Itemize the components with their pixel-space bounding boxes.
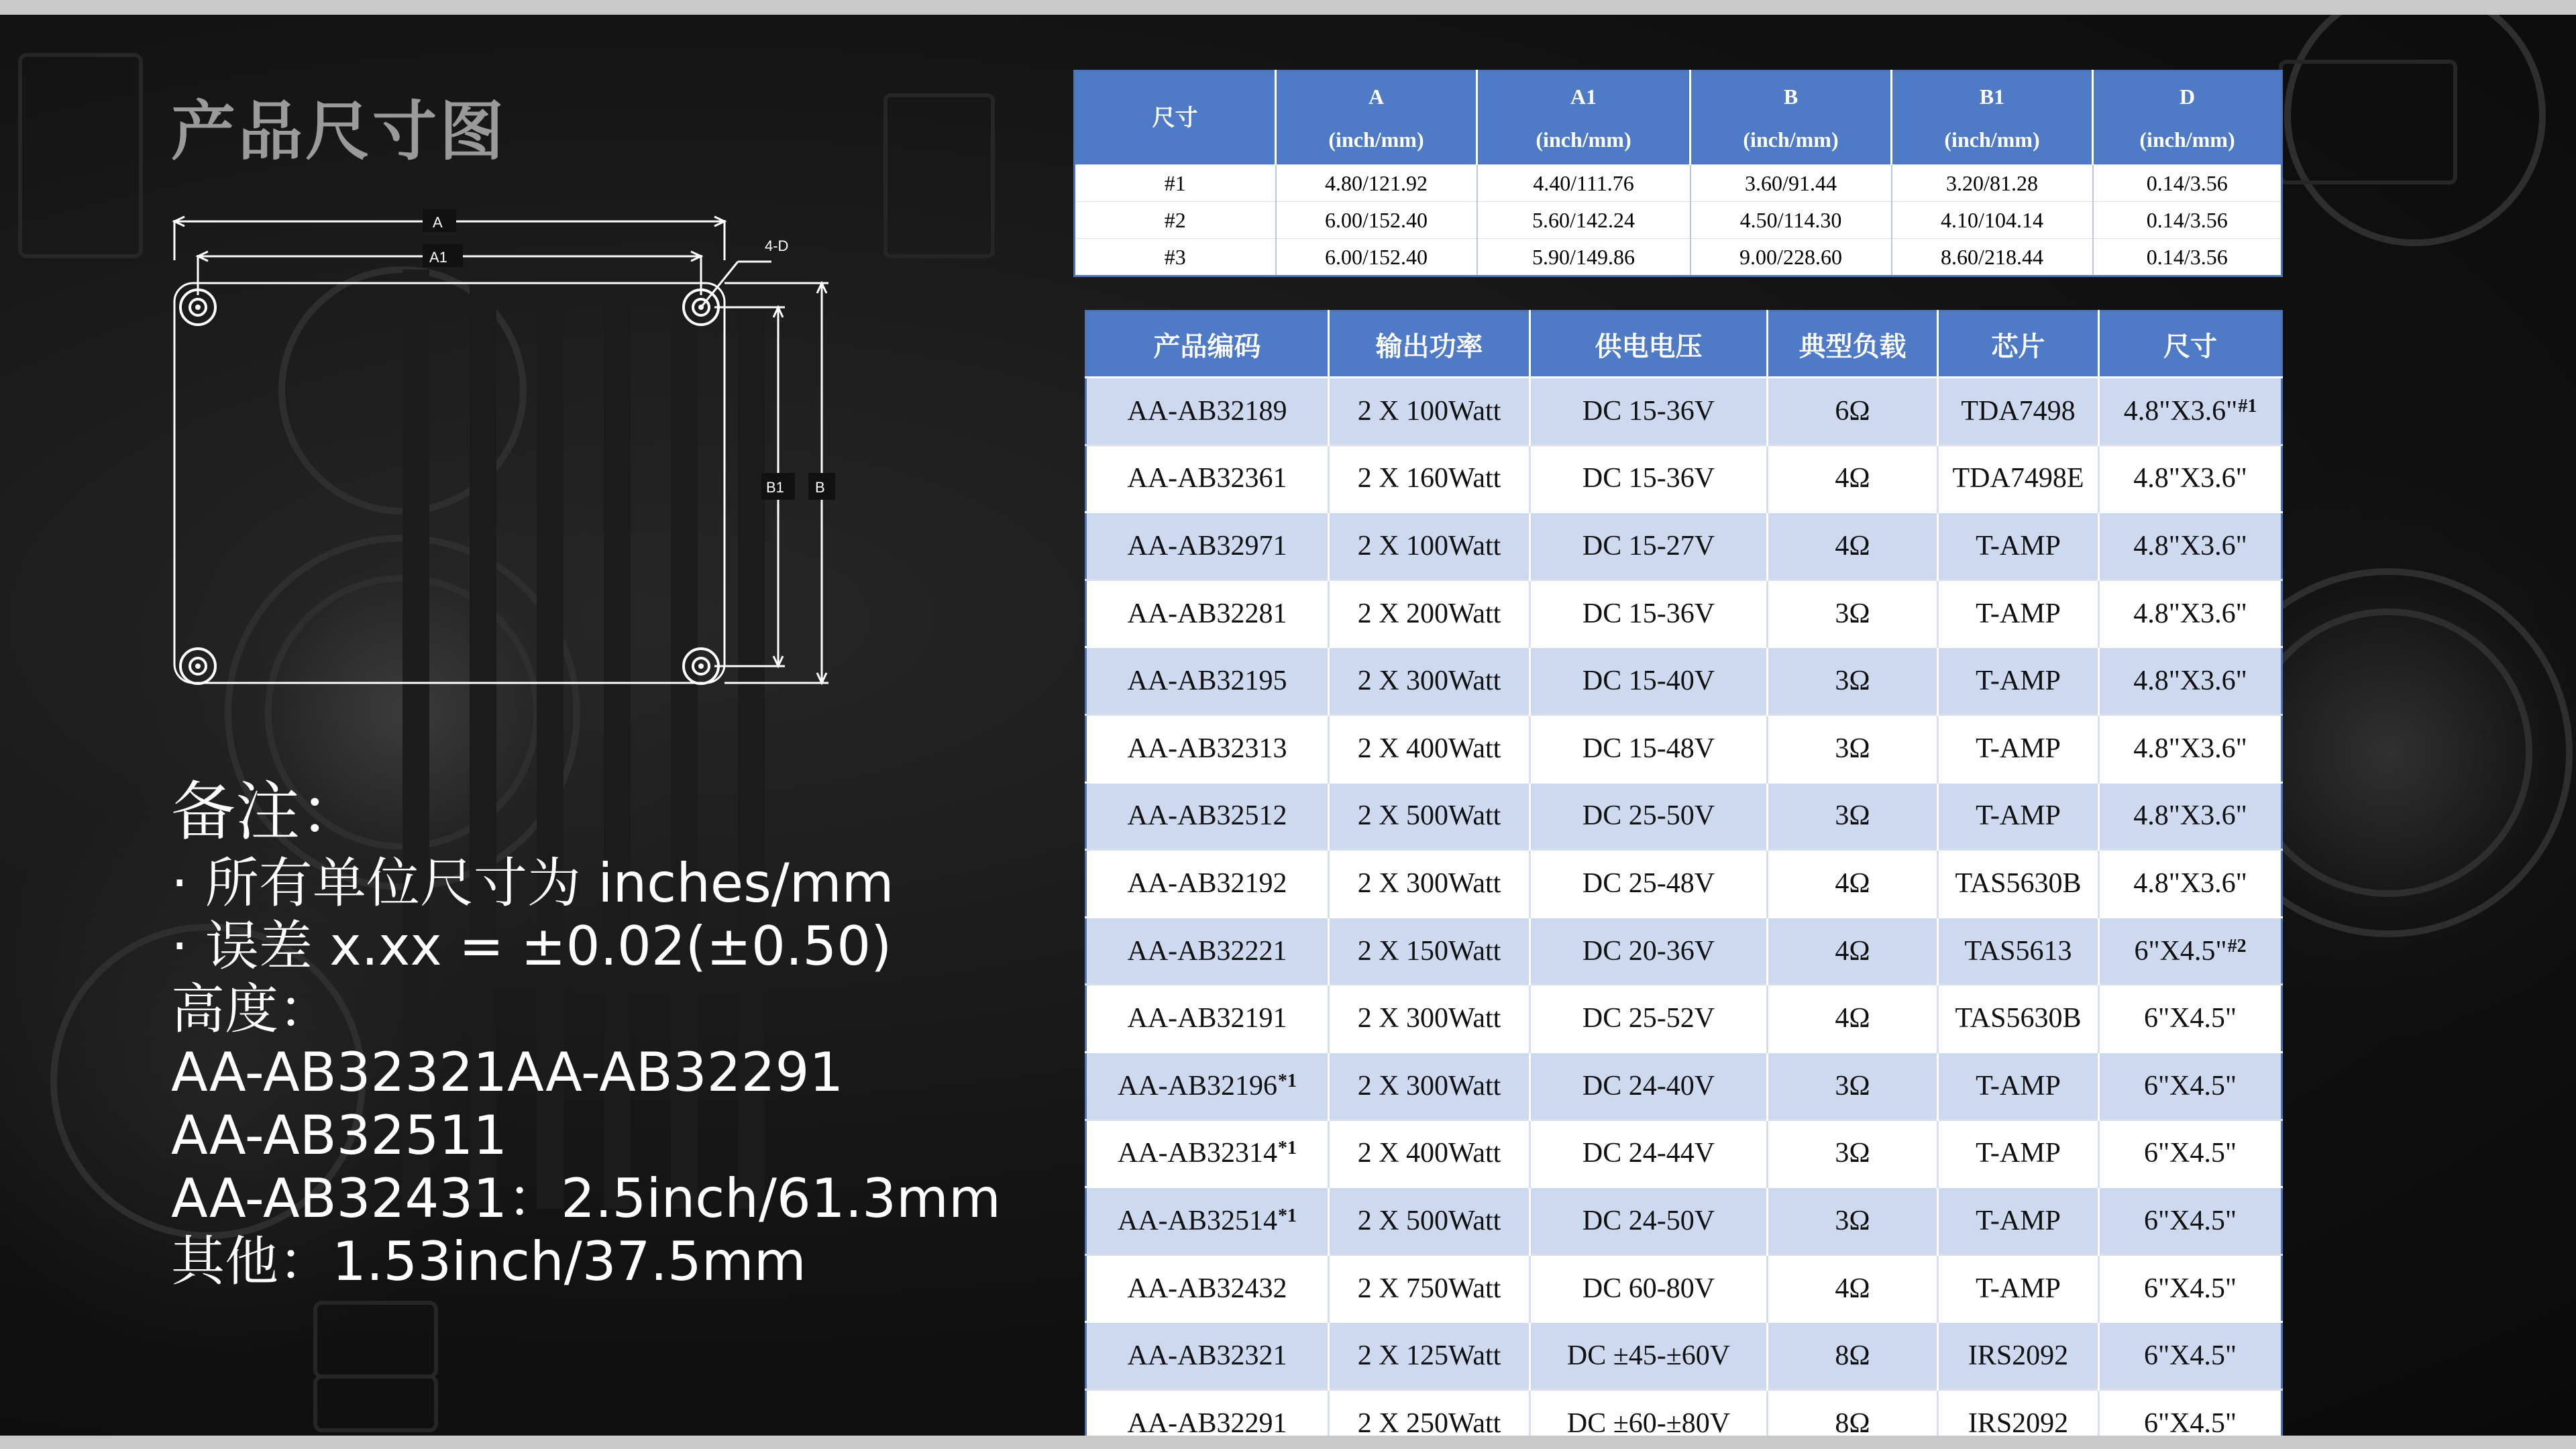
cell-typical-load — [1768, 850, 1938, 918]
note-units: · 所有单位尺寸为 inches/mm — [171, 852, 894, 914]
cell-output-power-text: 2 X 300Watt — [1357, 665, 1501, 697]
spec-cell: 4.40/111.76 — [1477, 165, 1690, 202]
spec-col-name: D — [2179, 85, 2196, 109]
cell-typical-load-text: 3Ω — [1835, 800, 1870, 832]
spec-row-label: #3 — [1075, 239, 1276, 276]
header-chip: 芯片 — [1938, 311, 2099, 378]
cell-output-power-text: 2 X 160Watt — [1357, 463, 1501, 494]
notes-title: 备注： — [171, 774, 364, 849]
cell-supply-voltage-text: DC 15-40V — [1582, 665, 1715, 697]
cell-typical-load-text: 8Ω — [1835, 1340, 1870, 1372]
note-height-models-1: AA-AB32321AA-AB32291 — [171, 1041, 844, 1104]
dim-label-b1: B1 — [766, 479, 784, 496]
cell-chip-text: T-AMP — [1976, 1205, 2061, 1236]
cell-chip — [1938, 985, 2099, 1053]
cell-typical-load-text: 4Ω — [1835, 935, 1870, 967]
cell-supply-voltage-text: DC ±60-±80V — [1566, 1407, 1731, 1436]
cell-size-text: 6"X4.5" — [2134, 935, 2227, 967]
cell-typical-load-text: 4Ω — [1835, 1003, 1870, 1034]
spec-col-unit: (inch/mm) — [1944, 127, 2040, 152]
cell-chip — [1938, 1120, 2099, 1187]
dim-label-hole: 4-D — [765, 237, 789, 254]
cell-product-code — [1086, 917, 1329, 985]
cell-typical-load — [1768, 445, 1938, 513]
spec-row-label: #2 — [1075, 202, 1276, 239]
cell-supply-voltage-text: DC ±45-±60V — [1566, 1340, 1731, 1372]
cell-typical-load — [1768, 1322, 1938, 1390]
cell-output-power — [1329, 647, 1530, 715]
header-typical-load: 典型负载 — [1768, 311, 1938, 378]
cell-output-power-text: 2 X 100Watt — [1357, 395, 1501, 427]
cell-size-text: 4.8"X3.6" — [2133, 665, 2247, 697]
cell-typical-load-text: 8Ω — [1835, 1407, 1870, 1436]
cell-output-power-text: 2 X 250Watt — [1357, 1407, 1501, 1436]
cell-product-code — [1086, 1322, 1329, 1390]
cell-chip — [1938, 1187, 2099, 1255]
cell-size-text: 6"X4.5" — [2143, 1205, 2237, 1236]
table-row — [1086, 1052, 2282, 1120]
spec-header-row — [1075, 71, 2282, 165]
cell-size — [2099, 1389, 2282, 1436]
cell-chip-text: IRS2092 — [1968, 1407, 2069, 1436]
cell-output-power — [1329, 1254, 1530, 1322]
cell-product-code-text: AA-AB32191 — [1127, 1003, 1287, 1034]
slide-background — [0, 15, 2576, 1436]
cell-supply-voltage — [1530, 782, 1768, 850]
footnote-mark: #1 — [2238, 395, 2257, 417]
cell-product-code — [1086, 985, 1329, 1053]
cell-size-text: 6"X4.5" — [2143, 1407, 2237, 1436]
note-tolerance: · 误差 x.xx = ±0.02(±0.50) — [171, 915, 892, 977]
cell-supply-voltage-text: DC 24-40V — [1582, 1070, 1715, 1102]
cell-typical-load-text: 3Ω — [1835, 598, 1870, 629]
cell-typical-load-text: 4Ω — [1835, 1273, 1870, 1304]
cell-product-code-text: AA-AB32314 — [1118, 1138, 1277, 1169]
cell-output-power — [1329, 1052, 1530, 1120]
cell-supply-voltage — [1530, 1120, 1768, 1187]
cell-product-code — [1086, 513, 1329, 580]
spec-col-a — [1276, 71, 1477, 165]
cell-output-power — [1329, 445, 1530, 513]
table-row — [1086, 850, 2282, 918]
cell-size-text: 4.8"X3.6" — [2133, 800, 2247, 832]
cell-chip — [1938, 1254, 2099, 1322]
cell-chip-text: T-AMP — [1976, 665, 2061, 697]
cell-output-power-text: 2 X 400Watt — [1357, 733, 1501, 764]
cell-product-code-text: AA-AB32432 — [1127, 1273, 1287, 1304]
cell-output-power — [1329, 580, 1530, 647]
cell-chip — [1938, 513, 2099, 580]
spec-row-label: #1 — [1075, 165, 1276, 202]
table-row — [1086, 1254, 2282, 1322]
cell-typical-load-text: 4Ω — [1835, 463, 1870, 494]
cell-product-code-text: AA-AB32189 — [1127, 395, 1287, 427]
table-row — [1086, 647, 2282, 715]
cell-output-power — [1329, 714, 1530, 782]
cell-size — [2099, 850, 2282, 918]
spec-cell: 9.00/228.60 — [1690, 239, 1892, 276]
cell-chip-text: T-AMP — [1976, 800, 2061, 832]
cell-size — [2099, 1254, 2282, 1322]
cell-product-code — [1086, 1389, 1329, 1436]
cell-output-power-text: 2 X 200Watt — [1357, 598, 1501, 629]
cell-size — [2099, 647, 2282, 715]
cell-typical-load-text: 3Ω — [1835, 1070, 1870, 1102]
spec-row — [1075, 165, 2282, 202]
table-row — [1086, 1187, 2282, 1255]
spec-col-name: B1 — [1979, 85, 2005, 109]
cell-chip-text: IRS2092 — [1968, 1340, 2069, 1372]
cell-supply-voltage — [1530, 1187, 1768, 1255]
spec-cell: 4.50/114.30 — [1690, 202, 1892, 239]
cell-chip — [1938, 1052, 2099, 1120]
cell-output-power-text: 2 X 750Watt — [1357, 1273, 1501, 1304]
note-height-models-2: AA-AB32511 — [171, 1104, 508, 1167]
cell-supply-voltage — [1530, 1254, 1768, 1322]
cell-typical-load — [1768, 647, 1938, 715]
cell-supply-voltage-text: DC 15-36V — [1582, 463, 1715, 494]
cell-product-code-text: AA-AB32321 — [1127, 1340, 1287, 1372]
cell-typical-load — [1768, 1120, 1938, 1187]
cell-typical-load — [1768, 917, 1938, 985]
dimension-drawing — [164, 195, 849, 704]
cell-supply-voltage — [1530, 1052, 1768, 1120]
spec-cell: 0.14/3.56 — [2093, 202, 2282, 239]
cell-product-code-text: AA-AB32514 — [1118, 1205, 1277, 1236]
spec-cell: 0.14/3.56 — [2093, 239, 2282, 276]
cell-output-power-text: 2 X 150Watt — [1357, 935, 1501, 967]
cell-typical-load-text: 4Ω — [1835, 530, 1870, 561]
cell-size-text: 4.8"X3.6" — [2133, 463, 2247, 494]
footnote-mark: *1 — [1278, 1205, 1297, 1226]
cell-chip — [1938, 714, 2099, 782]
cell-output-power — [1329, 378, 1530, 445]
cell-chip — [1938, 850, 2099, 918]
header-output-power: 输出功率 — [1329, 311, 1530, 378]
note-height-other: 其他：1.53inch/37.5mm — [171, 1230, 806, 1293]
cell-size — [2099, 714, 2282, 782]
cell-output-power — [1329, 1389, 1530, 1436]
cell-chip-text: TAS5630B — [1955, 867, 2082, 899]
spec-cell: 4.80/121.92 — [1276, 165, 1477, 202]
cell-output-power — [1329, 1120, 1530, 1187]
spec-col-unit: (inch/mm) — [1328, 127, 1424, 152]
cell-chip-text: TAS5613 — [1964, 935, 2072, 967]
cell-output-power — [1329, 1322, 1530, 1390]
cell-output-power-text: 2 X 300Watt — [1357, 867, 1501, 899]
footnote-mark: *1 — [1278, 1070, 1297, 1091]
header-supply-voltage: 供电电压 — [1530, 311, 1768, 378]
cell-supply-voltage-text: DC 15-36V — [1582, 598, 1715, 629]
spec-col-unit: (inch/mm) — [2139, 127, 2235, 152]
cell-product-code — [1086, 378, 1329, 445]
cell-supply-voltage — [1530, 580, 1768, 647]
cell-size — [2099, 378, 2282, 445]
cell-chip — [1938, 1322, 2099, 1390]
cell-chip — [1938, 917, 2099, 985]
cell-chip-text: T-AMP — [1976, 530, 2061, 561]
cell-size — [2099, 580, 2282, 647]
table-row — [1086, 782, 2282, 850]
cell-product-code-text: AA-AB32221 — [1127, 935, 1287, 967]
cell-output-power-text: 2 X 300Watt — [1357, 1070, 1501, 1102]
spec-cell: 5.60/142.24 — [1477, 202, 1690, 239]
cell-output-power — [1329, 850, 1530, 918]
cell-size-text: 4.8"X3.6" — [2133, 867, 2247, 899]
table-row — [1086, 580, 2282, 647]
table-row — [1086, 513, 2282, 580]
cell-product-code — [1086, 714, 1329, 782]
cell-typical-load — [1768, 1254, 1938, 1322]
cell-typical-load — [1768, 985, 1938, 1053]
cell-typical-load — [1768, 714, 1938, 782]
cell-chip — [1938, 445, 2099, 513]
cell-product-code — [1086, 1254, 1329, 1322]
table-row — [1086, 985, 2282, 1053]
spec-cell: 8.60/218.44 — [1892, 239, 2093, 276]
cell-output-power-text: 2 X 500Watt — [1357, 800, 1501, 832]
cell-size-text: 6"X4.5" — [2143, 1070, 2237, 1102]
cell-chip-text: T-AMP — [1976, 1070, 2061, 1102]
cell-typical-load — [1768, 1187, 1938, 1255]
table-row — [1086, 1389, 2282, 1436]
cell-product-code — [1086, 782, 1329, 850]
cell-output-power — [1329, 917, 1530, 985]
cell-chip — [1938, 782, 2099, 850]
cell-supply-voltage-text: DC 25-50V — [1582, 800, 1715, 832]
cell-product-code — [1086, 1052, 1329, 1120]
spec-cell: 0.14/3.56 — [2093, 165, 2282, 202]
cell-typical-load-text: 3Ω — [1835, 733, 1870, 764]
spec-cell: 6.00/152.40 — [1276, 202, 1477, 239]
cell-typical-load — [1768, 580, 1938, 647]
cell-size-text: 6"X4.5" — [2143, 1138, 2237, 1169]
spec-row — [1075, 202, 2282, 239]
cell-typical-load-text: 3Ω — [1835, 1138, 1870, 1169]
cell-supply-voltage-text: DC 15-36V — [1582, 395, 1715, 427]
cell-typical-load-text: 4Ω — [1835, 867, 1870, 899]
spec-cell: 3.20/81.28 — [1892, 165, 2093, 202]
cell-supply-voltage-text: DC 25-52V — [1582, 1003, 1715, 1034]
cell-output-power — [1329, 985, 1530, 1053]
cell-typical-load — [1768, 378, 1938, 445]
notes-section — [171, 771, 1001, 1293]
cell-chip — [1938, 378, 2099, 445]
footnote-mark: *1 — [1278, 1138, 1297, 1159]
cell-chip-text: T-AMP — [1976, 598, 2061, 629]
cell-chip — [1938, 1389, 2099, 1436]
cell-supply-voltage — [1530, 378, 1768, 445]
cell-output-power-text: 2 X 300Watt — [1357, 1003, 1501, 1034]
table-row — [1086, 917, 2282, 985]
cell-supply-voltage-text: DC 24-44V — [1582, 1138, 1715, 1169]
cell-size — [2099, 513, 2282, 580]
cell-output-power-text: 2 X 100Watt — [1357, 530, 1501, 561]
cell-supply-voltage — [1530, 647, 1768, 715]
cell-chip-text: T-AMP — [1976, 733, 2061, 764]
spec-corner-header: 尺寸 — [1075, 71, 1276, 165]
cell-output-power — [1329, 1187, 1530, 1255]
product-spec-table — [1085, 310, 2283, 1436]
cell-supply-voltage — [1530, 1322, 1768, 1390]
cell-supply-voltage — [1530, 445, 1768, 513]
cell-product-code — [1086, 1187, 1329, 1255]
spec-col-unit: (inch/mm) — [1536, 127, 1631, 152]
footnote-mark: #2 — [2227, 935, 2247, 957]
cell-product-code-text: AA-AB32971 — [1127, 530, 1287, 561]
cell-product-code-text: AA-AB32512 — [1127, 800, 1287, 832]
cell-supply-voltage-text: DC 24-50V — [1582, 1205, 1715, 1236]
cell-typical-load — [1768, 1052, 1938, 1120]
cell-chip-text: TDA7498 — [1961, 395, 2076, 427]
cell-product-code — [1086, 1120, 1329, 1187]
cell-typical-load-text: 6Ω — [1835, 395, 1870, 427]
spec-col-unit: (inch/mm) — [1743, 127, 1839, 152]
cell-supply-voltage-text: DC 60-80V — [1582, 1273, 1715, 1304]
cell-product-code-text: AA-AB32291 — [1127, 1407, 1287, 1436]
cell-product-code-text: AA-AB32313 — [1127, 733, 1287, 764]
cell-chip-text: TAS5630B — [1955, 1003, 2082, 1034]
spec-cell: 6.00/152.40 — [1276, 239, 1477, 276]
cell-chip-text: T-AMP — [1976, 1138, 2061, 1169]
note-height-title: 高度： — [171, 978, 332, 1040]
cell-product-code — [1086, 580, 1329, 647]
cell-size-text: 6"X4.5" — [2143, 1273, 2237, 1304]
cell-size-text: 4.8"X3.6" — [2133, 530, 2247, 561]
cell-supply-voltage-text: DC 20-36V — [1582, 935, 1715, 967]
dim-label-a1: A1 — [429, 249, 447, 266]
cell-product-code — [1086, 445, 1329, 513]
cell-product-code-text: AA-AB32196 — [1118, 1070, 1277, 1102]
cell-supply-voltage-text: DC 25-48V — [1582, 867, 1715, 899]
header-size: 尺寸 — [2099, 311, 2282, 378]
cell-size — [2099, 1052, 2282, 1120]
page-title: 产品尺寸图 — [171, 94, 506, 169]
spec-col-name: A1 — [1570, 85, 1597, 109]
cell-supply-voltage — [1530, 714, 1768, 782]
spec-col-b1 — [1892, 71, 2093, 165]
cell-size — [2099, 1187, 2282, 1255]
cell-size-text: 4.8"X3.6" — [2133, 733, 2247, 764]
cell-typical-load-text: 3Ω — [1835, 1205, 1870, 1236]
cell-chip-text: TDA7498E — [1952, 463, 2084, 494]
table-row — [1086, 378, 2282, 445]
cell-product-code-text: AA-AB32195 — [1127, 665, 1287, 697]
cell-output-power-text: 2 X 400Watt — [1357, 1138, 1501, 1169]
cell-typical-load — [1768, 513, 1938, 580]
cell-product-code-text: AA-AB32281 — [1127, 598, 1287, 629]
spec-cell: 4.10/104.14 — [1892, 202, 2093, 239]
dim-label-b: B — [815, 479, 825, 496]
cell-typical-load — [1768, 1389, 1938, 1436]
cell-chip-text: T-AMP — [1976, 1273, 2061, 1304]
cell-supply-voltage-text: DC 15-27V — [1582, 530, 1715, 561]
cell-output-power — [1329, 782, 1530, 850]
cell-size — [2099, 1322, 2282, 1390]
product-header-row — [1086, 311, 2282, 378]
cell-size — [2099, 917, 2282, 985]
cell-product-code-text: AA-AB32361 — [1127, 463, 1287, 494]
cell-size-text: 4.8"X3.6" — [2123, 395, 2238, 427]
cell-size — [2099, 782, 2282, 850]
spec-col-b — [1690, 71, 1892, 165]
board-outline — [174, 283, 724, 683]
dim-label-a: A — [433, 214, 443, 231]
spec-col-name: A — [1368, 85, 1385, 109]
table-row — [1086, 445, 2282, 513]
cell-chip — [1938, 580, 2099, 647]
cell-supply-voltage — [1530, 850, 1768, 918]
cell-supply-voltage — [1530, 513, 1768, 580]
cell-supply-voltage — [1530, 985, 1768, 1053]
cell-size-text: 6"X4.5" — [2143, 1003, 2237, 1034]
cell-supply-voltage-text: DC 15-48V — [1582, 733, 1715, 764]
spec-col-a1 — [1477, 71, 1690, 165]
spec-cell: 5.90/149.86 — [1477, 239, 1690, 276]
spec-col-name: B — [1783, 85, 1799, 109]
table-row — [1086, 1120, 2282, 1187]
cell-size — [2099, 1120, 2282, 1187]
cell-size-text: 6"X4.5" — [2143, 1340, 2237, 1372]
cell-output-power-text: 2 X 125Watt — [1357, 1340, 1501, 1372]
cell-size-text: 4.8"X3.6" — [2133, 598, 2247, 629]
spec-row — [1075, 239, 2282, 276]
cell-product-code-text: AA-AB32192 — [1127, 867, 1287, 899]
cell-typical-load — [1768, 782, 1938, 850]
cell-size — [2099, 445, 2282, 513]
cell-output-power-text: 2 X 500Watt — [1357, 1205, 1501, 1236]
table-row — [1086, 1322, 2282, 1390]
cell-output-power — [1329, 513, 1530, 580]
header-product-code: 产品编码 — [1086, 311, 1329, 378]
cell-size — [2099, 985, 2282, 1053]
spec-cell: 3.60/91.44 — [1690, 165, 1892, 202]
note-height-tall: AA-AB32431：2.5inch/61.3mm — [171, 1167, 1001, 1230]
cell-supply-voltage — [1530, 1389, 1768, 1436]
cell-supply-voltage — [1530, 917, 1768, 985]
cell-product-code — [1086, 647, 1329, 715]
table-row — [1086, 714, 2282, 782]
cell-product-code — [1086, 850, 1329, 918]
spec-col-d — [2093, 71, 2282, 165]
cell-typical-load-text: 3Ω — [1835, 665, 1870, 697]
cell-chip — [1938, 647, 2099, 715]
dimension-spec-table — [1073, 70, 2283, 277]
